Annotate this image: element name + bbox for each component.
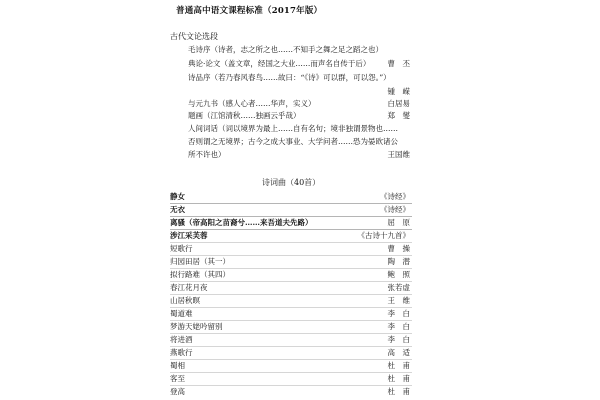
- divider: [170, 359, 412, 360]
- list-item-author: 王 维: [387, 296, 410, 305]
- divider: [170, 268, 412, 269]
- list-item: 否则谓之无境界；古今之成大事业、大学问者……恐为晏欧诸公: [188, 137, 398, 146]
- list-item: 无衣: [170, 205, 185, 214]
- list-item: 客至: [170, 374, 185, 383]
- divider: [170, 372, 412, 373]
- divider: [170, 216, 412, 217]
- list-item-author: 锺 嵘: [387, 87, 410, 96]
- list-item-author: 杜 甫: [387, 374, 410, 383]
- list-item-author: 鲍 照: [387, 270, 410, 279]
- list-item: 梦游天姥吟留别: [170, 322, 223, 331]
- list-item: 典论·论文（盖文章，经国之大业……而声名自传于后）: [188, 59, 371, 68]
- list-item-author: 李 白: [387, 335, 410, 344]
- list-item-author: 高 适: [387, 348, 410, 357]
- divider: [170, 320, 412, 321]
- section-heading-poems: 诗词曲（40首）: [262, 178, 321, 187]
- list-item: 题画（江馆清秋……独画云乎哉）: [188, 111, 301, 120]
- section-heading-literary-theory: 古代文论选段: [170, 32, 218, 41]
- divider: [170, 255, 412, 256]
- list-item: 所不许也）: [188, 150, 226, 159]
- list-item: 离骚（帝高阳之苗裔兮……来吾道夫先路）: [170, 218, 313, 227]
- list-item: 毛诗序（诗者，志之所之也……不知手之舞之足之蹈之也）: [188, 45, 383, 54]
- list-item-author: 曹 丕: [387, 59, 410, 68]
- list-item: 诗品序（若乃春风春鸟……故曰：“《诗》可以群，可以怨。”）: [188, 73, 391, 82]
- list-item: 短歌行: [170, 244, 193, 253]
- list-item: 春江花月夜: [170, 283, 208, 292]
- list-item: 蜀相: [170, 361, 185, 370]
- divider: [170, 294, 412, 295]
- list-item: 蜀道难: [170, 309, 193, 318]
- list-item-author: 白居易: [387, 99, 410, 108]
- list-item-author: 王国维: [387, 150, 410, 159]
- list-item-author: 曹 操: [387, 244, 410, 253]
- document-title: 普通高中语文课程标准（2017年版）: [176, 6, 323, 16]
- divider: [170, 242, 412, 243]
- list-item-author: 杜 甫: [387, 361, 410, 370]
- list-item: 山居秋暝: [170, 296, 200, 305]
- list-item-author: 屈 原: [387, 218, 410, 227]
- list-item: 与元九书（感人心者……华声，实义）: [188, 99, 316, 108]
- list-item: 登高: [170, 387, 185, 396]
- divider: [170, 346, 412, 347]
- list-item-author: 郑 燮: [387, 111, 410, 120]
- list-item-author: 《诗经》: [380, 205, 410, 214]
- list-item-author: 杜 甫: [387, 387, 410, 396]
- list-item: 静女: [170, 192, 185, 201]
- list-item: 将进酒: [170, 335, 193, 344]
- list-item: 涉江采芙蓉: [170, 231, 208, 240]
- list-item-author: 张若虚: [387, 283, 410, 292]
- divider: [170, 307, 412, 308]
- list-item: 拟行路难（其四）: [170, 270, 230, 279]
- divider: [170, 333, 412, 334]
- divider: [170, 229, 412, 230]
- list-item-author: 李 白: [387, 309, 410, 318]
- list-item-author: 《古诗十九首》: [357, 231, 410, 240]
- divider: [170, 281, 412, 282]
- list-item-author: 陶 潜: [387, 257, 410, 266]
- list-item: 归园田居（其一）: [170, 257, 230, 266]
- list-item-author: 李 白: [387, 322, 410, 331]
- divider: [170, 385, 412, 386]
- divider: [170, 203, 412, 204]
- list-item: 燕歌行: [170, 348, 193, 357]
- list-item: 人间词话（词以境界为最上……自有名句；境非独谓景物也……: [188, 124, 398, 133]
- list-item-author: 《诗经》: [380, 192, 410, 201]
